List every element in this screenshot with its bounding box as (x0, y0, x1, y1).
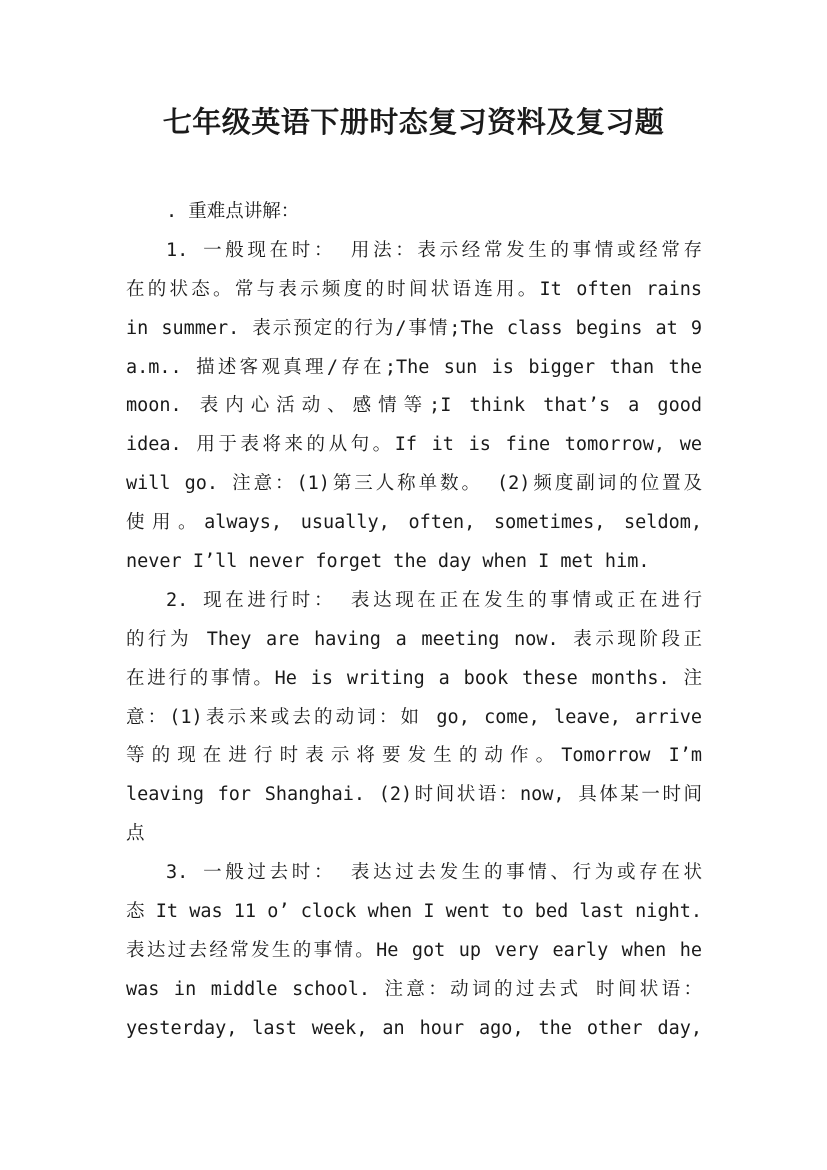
document-body (126, 193, 702, 1049)
paragraph-line: 使用。always, usually, often, sometimes, seldom, (126, 512, 702, 534)
paragraph-line: 在的状态。常与表示频度的时间状语连用。It often rains (126, 278, 702, 300)
paragraph-line: moon. 表内心活动、感情等;I think that’s a good (126, 395, 702, 417)
document-title: 七年级英语下册时态复习资料及复习题 (162, 105, 665, 139)
paragraph-line: 点 (126, 823, 145, 845)
paragraph-line: 等的现在进行时表示将要发生的动作。Tomorrow I’m (126, 745, 702, 767)
paragraph-line: 3. 一般过去时： 表达过去发生的事情、行为或存在状 (166, 862, 702, 884)
paragraph-line: leaving for Shanghai. (2)时间状语：now, 具体某一时间 (126, 784, 702, 806)
paragraph-line: will go. 注意：(1)第三人称单数。 (2)频度副词的位置及 (126, 473, 702, 495)
paragraph-line: a.m.. 描述客观真理/存在;The sun is bigger than the (126, 356, 702, 378)
paragraph-line: never I’ll never forget the day when I met him. (126, 551, 650, 573)
paragraph-line: 的行为 They are having a meeting now. 表示现阶段正 (126, 628, 702, 650)
paragraph-line: 态 It was 11 o’ clock when I went to bed last night. (126, 901, 702, 923)
paragraph-line: 意：(1)表示来或去的动词：如 go, come, leave, arrive (126, 706, 702, 728)
paragraph-line: 1. 一般现在时： 用法：表示经常发生的事情或经常存 (166, 239, 702, 261)
paragraph-line: idea. 用于表将来的从句。If it is fine tomorrow, we (126, 434, 702, 456)
paragraph-line: was in middle school. 注意：动词的过去式 时间状语： (126, 978, 702, 1000)
section-heading: . 重难点讲解： (166, 201, 300, 222)
paragraph-line: 2. 现在进行时： 表达现在正在发生的事情或正在进行 (166, 589, 702, 611)
paragraph-line: 表达过去经常发生的事情。He got up very early when he (126, 939, 702, 961)
paragraph-line: yesterday, last week, an hour ago, the other day, (126, 1017, 702, 1039)
paragraph-line: 在进行的事情。He is writing a book these months. 注 (126, 667, 702, 689)
paragraph-line: in summer. 表示预定的行为/事情;The class begins at 9 (126, 317, 702, 339)
